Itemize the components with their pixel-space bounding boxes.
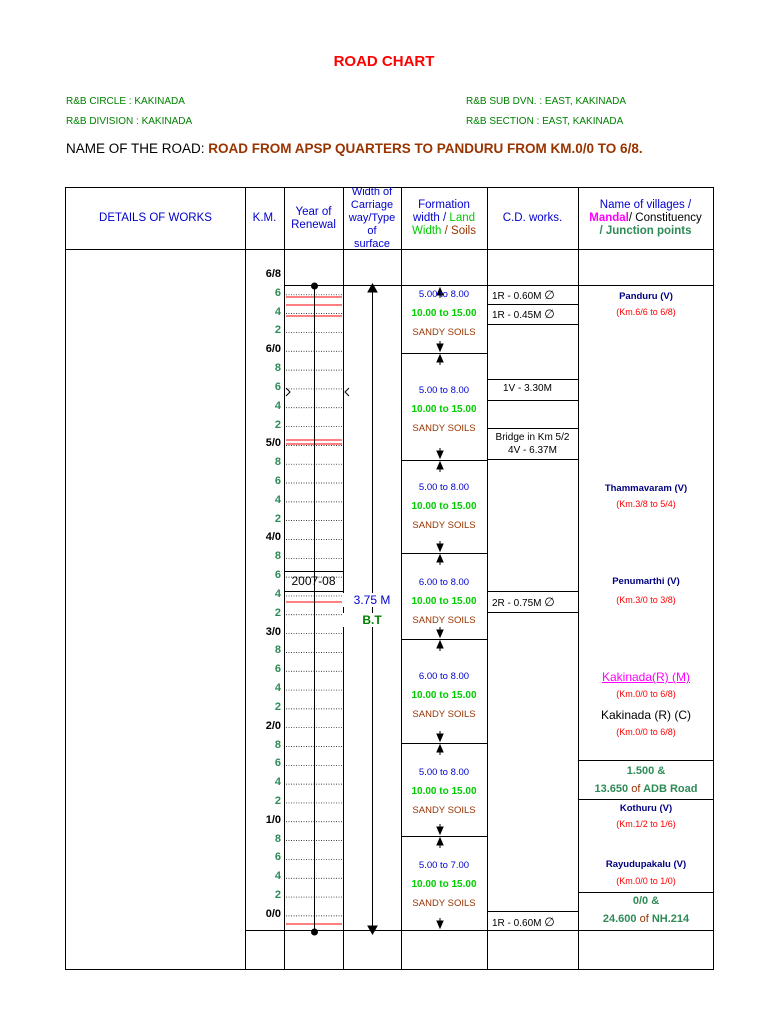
- pipe-icon: ∅: [544, 595, 555, 609]
- cd-work-7: 1R - 0.60M ∅: [492, 915, 555, 929]
- formation-land: 10.00 to 15.00: [411, 501, 477, 512]
- km-label: 6: [274, 757, 281, 770]
- header-formation-line1: Formation: [418, 199, 470, 211]
- year-renewal: 2007-08: [291, 574, 336, 588]
- cd-work-1: 1R - 0.60M ∅: [492, 288, 555, 302]
- km-label: 4: [274, 682, 281, 695]
- header-year-line2: Renewal: [291, 219, 336, 231]
- carriageway-width: 3.75 M: [343, 593, 401, 607]
- km-label: 4: [274, 399, 281, 412]
- km-label: 6: [274, 663, 281, 676]
- km-label: 4: [274, 870, 281, 883]
- km-label: 6: [274, 475, 281, 488]
- header-formation-width: width /: [412, 212, 447, 224]
- header-villages-line1: Name of villages /: [599, 199, 692, 211]
- header-width-line2: Carriage: [350, 199, 394, 211]
- km-label: 8: [274, 362, 281, 375]
- cd-work-4: Bridge in Km 5/2: [495, 432, 570, 443]
- formation-formation: 5.00 to 8.00: [418, 385, 470, 396]
- header-formation-soils: / Soils: [444, 225, 476, 237]
- cd-work-3: 1V - 3.30M: [503, 383, 552, 394]
- formation-formation: 6.00 to 8.00: [418, 671, 470, 682]
- header-villages-constituency: / Constituency: [628, 212, 702, 224]
- village-panduru-range: (Km.6/6 to 6/8): [616, 307, 676, 317]
- km-label: 8: [274, 456, 281, 469]
- km-label: 4: [274, 776, 281, 789]
- rb-circle: R&B CIRCLE : KAKINADA: [66, 96, 185, 107]
- header-year-line1: Year of: [295, 206, 332, 218]
- km-label: 4: [274, 587, 281, 600]
- village-rayudupakalu: Rayudupakalu (V): [605, 859, 687, 870]
- formation-soil: SANDY SOILS: [412, 898, 476, 909]
- pipe-icon: ∅: [544, 288, 555, 302]
- constituency-kakinada: Kakinada (R) (C): [600, 708, 692, 722]
- mandal-kakinada: Kakinada(R) (M): [601, 670, 691, 684]
- header-villages-junction: / Junction points: [599, 225, 692, 237]
- formation-formation: 6.00 to 8.00: [418, 577, 470, 588]
- km-label: 4/0: [265, 531, 281, 544]
- village-penumarthi: Penumarthi (V): [612, 576, 680, 587]
- cd-work-5: 4V - 6.37M: [508, 445, 557, 456]
- carriageway-surface: B.T: [343, 613, 401, 627]
- formation-formation: 5.00 to 8.00: [418, 289, 470, 300]
- formation-land: 10.00 to 15.00: [411, 879, 477, 890]
- junction-nh-line1: 0/0 &: [632, 895, 660, 907]
- header-details-of-works: DETAILS OF WORKS: [99, 212, 212, 224]
- km-label: 2: [274, 418, 281, 431]
- header-width-line4: of: [367, 225, 377, 237]
- formation-soil: SANDY SOILS: [412, 615, 476, 626]
- formation-soil: SANDY SOILS: [412, 805, 476, 816]
- km-label: 4: [274, 493, 281, 506]
- formation-soil: SANDY SOILS: [412, 327, 476, 338]
- rb-section: R&B SECTION : EAST, KAKINADA: [466, 116, 624, 127]
- pipe-icon: ∅: [544, 915, 555, 929]
- formation-formation: 5.00 to 8.00: [418, 482, 470, 493]
- header-width-carriageway: [343, 186, 401, 251]
- rb-division: R&B DIVISION : KAKINADA: [66, 116, 193, 127]
- km-label: 0/0: [265, 907, 281, 920]
- village-kothuru: Kothuru (V): [619, 803, 673, 814]
- village-rayudupakalu-range: (Km.0/0 to 1/0): [616, 876, 676, 886]
- km-label: 2: [274, 889, 281, 902]
- header-width-line1: Width of: [351, 186, 393, 198]
- formation-land: 10.00 to 15.00: [411, 786, 477, 797]
- km-label: 2: [274, 324, 281, 337]
- road-name-label: NAME OF THE ROAD:: [66, 141, 205, 156]
- formation-land: 10.00 to 15.00: [411, 404, 477, 415]
- pipe-icon: ∅: [544, 307, 555, 321]
- junction-adb-line1: 1.500 &: [626, 765, 666, 777]
- km-label: 2: [274, 606, 281, 619]
- km-label: 3/0: [265, 625, 281, 638]
- km-label: 1/0: [265, 813, 281, 826]
- cd-work-2: 1R - 0.45M ∅: [492, 307, 555, 321]
- cd-work-6: 2R - 0.75M ∅: [492, 595, 555, 609]
- header-year-renewal: [284, 206, 343, 232]
- header-formation: [401, 199, 487, 238]
- km-label: 6: [274, 569, 281, 582]
- header-formation-land: Land: [449, 212, 476, 224]
- constituency-kakinada-range: (Km.0/0 to 6/8): [616, 727, 676, 737]
- header-width-line3: way/Type: [348, 212, 396, 224]
- km-label: 2: [274, 700, 281, 713]
- formation-land: 10.00 to 15.00: [411, 596, 477, 607]
- village-penumarthi-range: (Km.3/0 to 3/8): [616, 595, 676, 605]
- formation-soil: SANDY SOILS: [412, 709, 476, 720]
- km-label: 8: [274, 738, 281, 751]
- km-label: 6: [274, 851, 281, 864]
- formation-land: 10.00 to 15.00: [411, 690, 477, 701]
- km-label: 2: [274, 512, 281, 525]
- header-villages: [578, 199, 713, 238]
- km-label: 8: [274, 550, 281, 563]
- formation-formation: 5.00 to 7.00: [418, 860, 470, 871]
- road-name-value: ROAD FROM APSP QUARTERS TO PANDURU FROM KM.0/0 TO 6/8.: [208, 141, 643, 156]
- village-thammavaram-range: (Km.3/8 to 5/4): [616, 499, 676, 509]
- formation-soil: SANDY SOILS: [412, 520, 476, 531]
- header-cd-works: C.D. works.: [502, 212, 563, 224]
- km-label: 8: [274, 644, 281, 657]
- formation-land: 10.00 to 15.00: [411, 308, 477, 319]
- page-title: ROAD CHART: [333, 53, 435, 70]
- km-label: 8: [274, 832, 281, 845]
- km-label: 6: [274, 380, 281, 393]
- km-label: 2: [274, 794, 281, 807]
- formation-soil: SANDY SOILS: [412, 423, 476, 434]
- village-kothuru-range: (Km.1/2 to 1/6): [616, 819, 676, 829]
- km-label: 2/0: [265, 719, 281, 732]
- junction-adb-line2: 13.650 of ADB Road: [594, 783, 698, 795]
- header-villages-mandal: Mandal: [589, 212, 629, 224]
- header-width-line5: surface: [353, 238, 391, 250]
- junction-nh-line2: 24.600 of NH.214: [602, 913, 690, 925]
- header-formation-land-width: Width: [412, 225, 442, 237]
- km-label: 4: [274, 305, 281, 318]
- mandal-kakinada-range: (Km.0/0 to 6/8): [616, 689, 676, 699]
- km-label: 6/0: [265, 343, 281, 356]
- village-thammavaram: Thammavaram (V): [604, 483, 688, 494]
- km-label: 6: [274, 286, 281, 299]
- rb-sub-dvn: R&B SUB DVN. : EAST, KAKINADA: [466, 96, 627, 107]
- header-km: K.M.: [252, 212, 277, 224]
- village-panduru: Panduru (V): [619, 291, 673, 302]
- km-label: 6/8: [265, 268, 281, 280]
- km-label: 5/0: [265, 437, 281, 450]
- formation-formation: 5.00 to 8.00: [418, 767, 470, 778]
